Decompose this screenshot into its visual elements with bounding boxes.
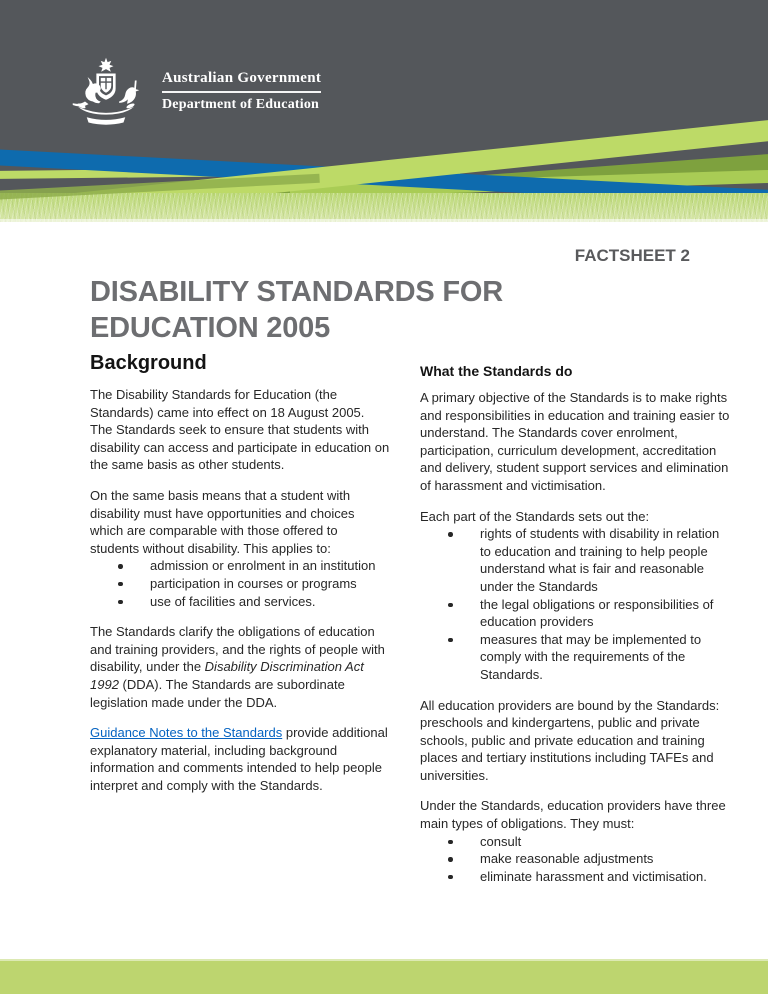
list-item: the legal obligations or responsibilities of education providers <box>420 596 732 631</box>
decorative-texture-band <box>0 193 768 222</box>
act-title-italic: Disability Discrimination Act 1992 <box>90 659 364 692</box>
australian-government-logo <box>62 56 321 126</box>
background-heading: Background <box>90 352 207 374</box>
list-item: make reasonable adjustments <box>420 850 732 868</box>
footer-green-band <box>0 959 768 994</box>
list-item: measures that may be implemented to comply with the requirements of the Standards. <box>420 631 732 684</box>
page-title <box>90 274 768 346</box>
obligations-list <box>420 833 732 886</box>
factsheet-number-label: FACTSHEET 2 <box>574 246 690 265</box>
paragraph-text: provide additional explanatory material, including background information and comments intended to help people interpret and comply with the Standards. <box>90 725 388 793</box>
list-item: rights of students with disability in relation to education and training to help people understand what is fair and reasonable under the Standards <box>420 525 732 595</box>
list-item: use of facilities and services. <box>90 593 390 611</box>
list-item: participation in courses or programs <box>90 575 390 593</box>
guidance-notes-link[interactable]: Guidance Notes to the Standards <box>90 725 283 741</box>
left-column <box>90 348 390 898</box>
standards-parts-list <box>420 525 732 683</box>
right-column <box>420 348 732 898</box>
standards-paragraph-4: Under the Standards, education providers have three main types of obligations. They must: <box>420 798 726 832</box>
logo-department-label: Department of Education <box>162 96 320 112</box>
what-standards-do-heading: What the Standards do <box>420 363 573 379</box>
background-paragraph-3 <box>90 623 390 711</box>
list-item: consult <box>420 833 732 851</box>
page-title-line2: EDUCATION 2005 <box>90 312 331 344</box>
standards-paragraph-2: Each part of the Standards sets out the: <box>420 508 650 524</box>
standards-paragraph-1: A primary objective of the Standards is to make rights and responsibilities in education and training easier to understand. The Standards cover enrolment, participation, curriculum development, accreditation and delivery, student support services and elimination of harassment and victimisation. <box>420 390 730 493</box>
page-title-line1: DISABILITY STANDARDS FOR <box>90 276 504 308</box>
two-column-layout <box>90 348 732 898</box>
same-basis-list <box>90 557 390 610</box>
header-banner <box>0 0 768 222</box>
list-item: eliminate harassment and victimisation. <box>420 868 732 886</box>
standards-paragraph-3: All education providers are bound by the Standards: preschools and kindergartens, public and private schools, public and private education and training places and tertiary institutions including TAFEs and universities. <box>420 697 720 783</box>
background-paragraph-1: The Disability Standards for Education (the Standards) came into effect on 18 August 2005. The Standards seek to ensure that students with disability can access and participate in education on the same basis as other students. <box>90 387 390 473</box>
logo-text <box>162 70 321 113</box>
paragraph-text: (DDA). The Standards are subordinate legislation made under the DDA. <box>90 676 345 710</box>
background-paragraph-2: On the same basis means that a student with disability must have opportunities and choices which are comparable with those offered to students without disability. This applies to: <box>90 487 355 556</box>
paragraph-text: The Standards clarify the obligations of education and training providers, and the rights of people with disability, under the <box>90 624 385 675</box>
document-content <box>0 230 768 898</box>
background-paragraph-4 <box>90 724 390 794</box>
logo-government-label: Australian Government <box>162 69 322 86</box>
logo-divider <box>162 91 321 93</box>
column-gap <box>390 348 420 898</box>
list-item: admission or enrolment in an institution <box>90 557 390 575</box>
coat-of-arms-icon <box>62 56 150 126</box>
